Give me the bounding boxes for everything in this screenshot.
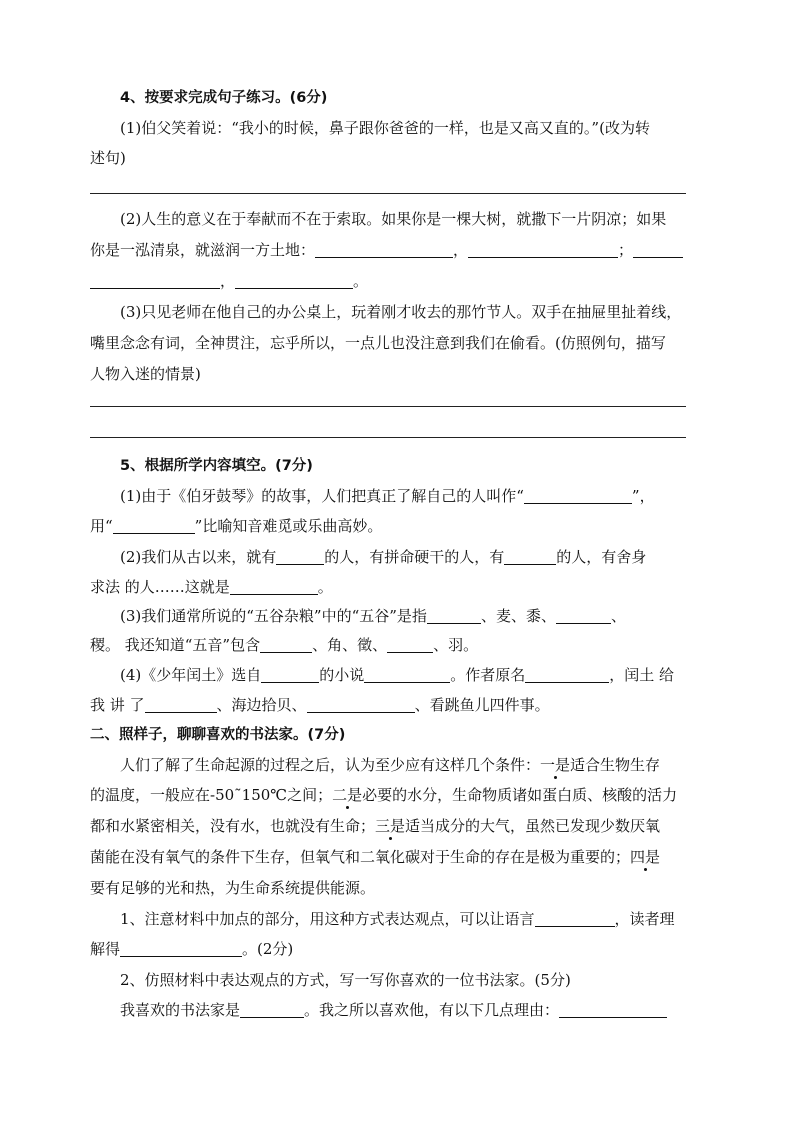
blank[interactable] [535,911,615,927]
passage-text: 必要的水分，生命物质诸如蛋白质、核酸的活力 [362,786,678,804]
q5-p1-text: (1)由于《伯牙鼓琴》的故事，人们把真正了解自己的人叫作“ [120,487,524,505]
passage-text: 菌能在没有氧气的条件下生存，但氧气和二氧化碳对于生命的存在是极为重要的； [90,848,631,866]
blank[interactable] [276,549,324,565]
q5-p3-text: 、麦、黍、 [480,607,556,625]
s2-q1-line1 [120,909,675,929]
q5-p4-text: 的小说 [319,666,365,684]
punct: ； [618,241,634,259]
passage-text: 人们了解了生命起源的过程之后，认为至少应有这样几个条件： [120,756,541,774]
s2-q2-line2 [120,1000,667,1020]
q4-p3-line3: 人物入迷的情景) [90,365,201,383]
blank[interactable] [307,697,415,713]
q5-p2-line1 [120,547,646,567]
q5-title: 5、根据所学内容填空。(7分) [120,458,313,474]
q5-p4-text: 、海边拾贝、 [216,696,307,714]
q5-p2-text: (2)我们从古以来，就有 [120,548,277,566]
passage-text: 都和水紧密相关，没有水，也就没有生命； [90,817,376,835]
q5-p1-text: ”比喻知音难觅或乐曲高妙。 [194,517,383,535]
punct: ， [453,241,469,259]
q4-p1-answer-line[interactable] [90,193,686,194]
blank[interactable] [120,941,242,957]
q4-p1-line2: 述句) [90,149,126,167]
dotted-emphasis: 三是 [375,817,406,835]
q5-p1-line1 [120,486,655,506]
q5-p3-text: 、羽。 [433,636,479,654]
q5-p3-text: 、 [610,607,626,625]
q5-p2-text: 的人，有拼命硬干的人，有 [324,548,505,566]
passage-text: 适合生物生存 [570,756,661,774]
passage-line2 [90,785,677,805]
q5-p1-line2 [90,516,382,536]
q4-p3-answer-line-1[interactable] [90,406,686,407]
dotted-emphasis: 二是 [332,786,363,804]
blank[interactable] [387,637,433,653]
blank[interactable] [524,488,632,504]
q4-p3-answer-line-2[interactable] [90,437,686,438]
blank[interactable] [556,608,611,624]
dotted-emphasis: 一是 [540,756,571,774]
blank[interactable] [230,579,318,595]
blank[interactable] [113,518,195,534]
blank[interactable] [525,667,609,683]
q5-p4-line2 [90,695,550,715]
q4-p2-line2 [90,240,683,260]
s2-q2-text: 我喜欢的书法家是 [120,1001,241,1019]
section2-title: 二、照样子，聊聊喜欢的书法家。(7分) [90,727,346,743]
q4-p2-text: 你是一泓清泉，就滋润一方土地： [90,241,316,259]
blank[interactable] [504,549,556,565]
q5-p4-text: ，闰土 给 [609,666,675,684]
blank[interactable] [235,273,353,289]
q5-p4-text: 。作者原名 [450,666,526,684]
q5-p4-line1 [120,665,674,685]
q5-p1-text: ”， [631,487,655,505]
passage-text: 适当成分的大气，虽然已发现少数厌氧 [405,817,661,835]
q5-p3-text: (3)我们通常所说的“五谷杂粮”中的“五谷”是指 [120,607,427,625]
q5-p3-text: 稷。 我还知道“五音”包含 [90,636,261,654]
q5-p2-line2 [90,577,333,597]
blank[interactable] [90,273,220,289]
blank[interactable] [468,242,618,258]
blank[interactable] [260,637,312,653]
q5-p3-text: 、角、徵、 [312,636,388,654]
q5-p4-text: (4)《少年闰土》选自 [120,666,262,684]
blank[interactable] [427,608,481,624]
q4-p2-line1: (2)人生的意义在于奉献而不在于索取。如果你是一棵大树，就撒下一片阴凉；如果 [120,210,667,228]
q5-p3-line1 [120,606,626,626]
blank[interactable] [261,667,319,683]
blank[interactable] [559,1002,667,1018]
blank[interactable] [240,1002,304,1018]
passage-text: 的温度，一般应在-50˜150℃之间； [90,786,333,804]
punct: ， [220,272,236,290]
passage-line5: 要有足够的光和热，为生命系统提供能源。 [90,879,376,897]
q4-p3-line1: (3)只见老师在他自己的办公桌上，玩着刚才收去的那竹节人。双手在抽屉里扯着线， [120,303,682,321]
passage-line3 [90,816,660,836]
blank[interactable] [145,697,217,713]
passage-line1 [120,755,660,775]
q5-p2-text: 。 [317,578,333,596]
s2-q1-text: ，读者理 [614,910,675,928]
q4-title: 4、按要求完成句子练习。(6分) [120,90,328,106]
q5-p2-text: 的人，有舍身 [556,548,647,566]
q5-p1-text: 用“ [90,517,113,535]
punct: 。 [353,272,369,290]
s2-q2-text: 。我之所以喜欢他，有以下几点理由： [304,1001,560,1019]
passage-line4 [90,847,660,867]
s2-q1-text: 1、注意材料中加点的部分，用这种方式表达观点，可以让语言 [120,910,535,928]
q5-p3-line2 [90,635,478,655]
q5-p2-text: 求法 的人……这就是 [90,578,230,596]
q5-p4-text: 、看跳鱼儿四件事。 [414,696,550,714]
dotted-emphasis: 四是 [630,848,661,866]
blank[interactable] [633,242,683,258]
s2-q1-line2 [90,939,293,959]
q5-p4-text: 我 讲 了 [90,696,145,714]
s2-q2-line1: 2、仿照材料中表达观点的方式，写一写你喜欢的一位书法家。(5分) [120,971,571,989]
blank[interactable] [364,667,450,683]
q4-p2-line3 [90,271,368,291]
q4-p1-line1: (1)伯父笑着说：“我小的时候，鼻子跟你爸爸的一样，也是又高又直的。”(改为转 [120,119,650,137]
s2-q1-text: 。(2分) [242,940,294,958]
q4-p3-line2: 嘴里念念有词，全神贯注，忘乎所以，一点儿也没注意到我们在偷看。(仿照例句，描写 [90,334,666,352]
s2-q1-text: 解得 [90,940,121,958]
blank[interactable] [315,242,453,258]
